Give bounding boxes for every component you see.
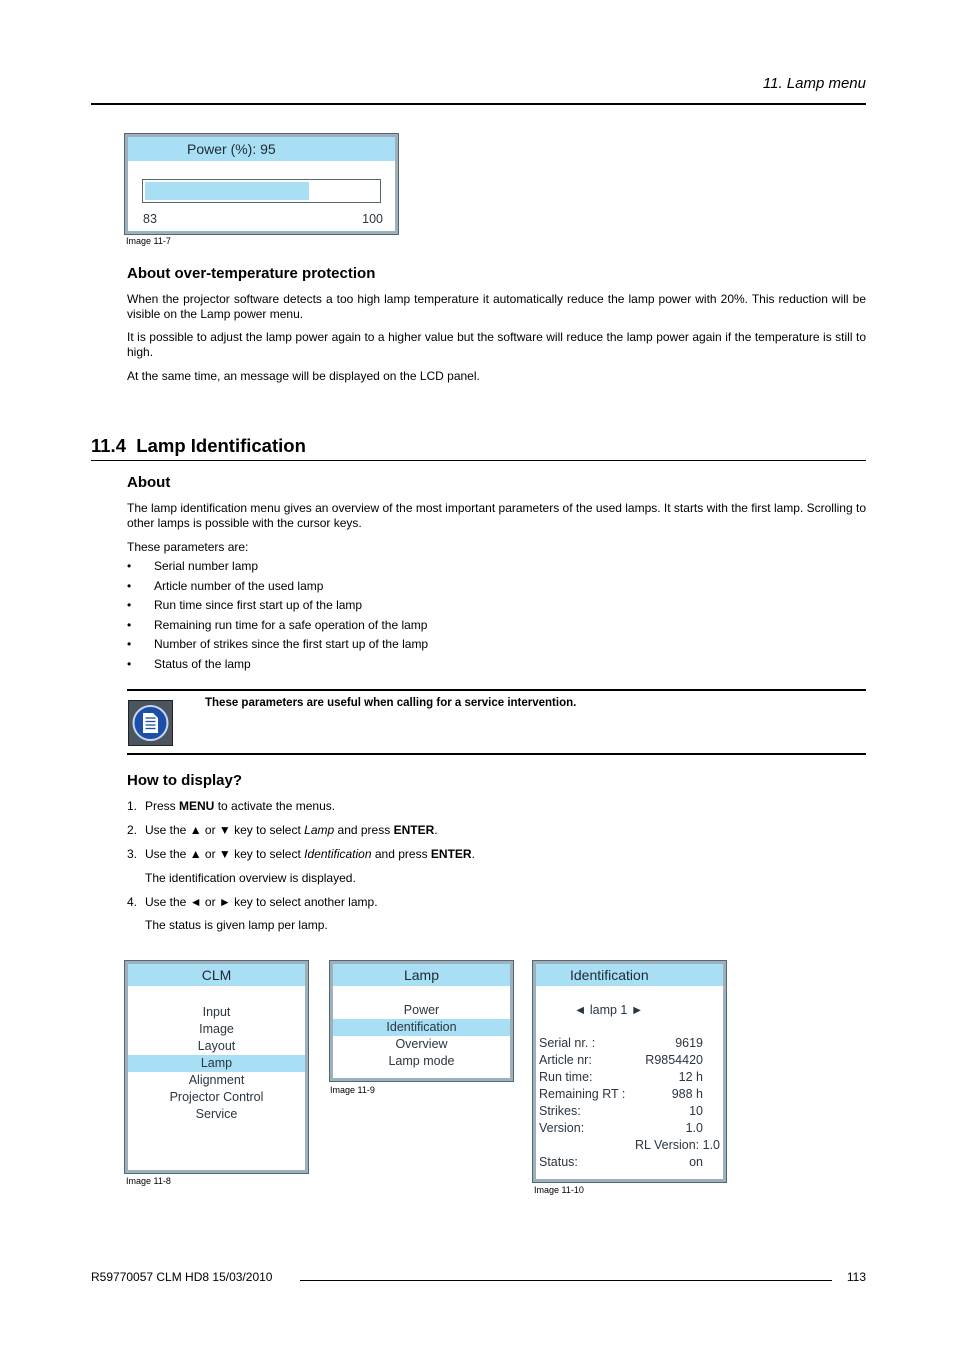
ident-row xyxy=(539,1087,703,1104)
step-1 xyxy=(127,799,335,813)
step-text: and press xyxy=(371,847,431,861)
section-title: Lamp Identification xyxy=(136,435,306,456)
list-item: • Article number of the used lamp xyxy=(127,579,827,599)
ident-label: Article nr: xyxy=(539,1053,592,1067)
key-name: ENTER xyxy=(393,823,435,837)
parameter-list xyxy=(127,559,827,676)
ident-row xyxy=(539,1104,703,1121)
note-text: These parameters are useful when calling for a service intervention. xyxy=(205,697,577,709)
ident-row xyxy=(539,1036,703,1053)
about-heading: About xyxy=(127,474,171,491)
ident-value: 1.0 xyxy=(685,1121,703,1135)
step-3-result: The identification overview is displayed. xyxy=(145,871,356,885)
footer-doc-id: R59770057 CLM HD8 15/03/2010 xyxy=(91,1270,273,1284)
power-max-label: 100 xyxy=(362,212,383,226)
overtemp-heading: About over-temperature protection xyxy=(127,265,376,282)
lamp-menu-title: Lamp xyxy=(333,964,510,986)
ident-value: 988 h xyxy=(671,1087,703,1101)
step-number: 4. xyxy=(127,895,138,909)
step-text: Use the ▲ or ▼ key to select xyxy=(145,823,305,837)
ident-value: 10 xyxy=(689,1104,703,1118)
step-number: 1. xyxy=(127,799,138,813)
menu-item-image[interactable]: Image xyxy=(199,1022,234,1036)
step-text: . xyxy=(434,823,438,837)
power-menu-box xyxy=(125,134,398,234)
step-4-result: The status is given lamp per lamp. xyxy=(145,918,328,932)
image-caption: Image 11-10 xyxy=(534,1185,584,1195)
list-item: • Serial number lamp xyxy=(127,559,827,579)
menu-item-lamp-mode[interactable]: Lamp mode xyxy=(388,1054,455,1068)
ident-label: Version: xyxy=(539,1121,585,1135)
overtemp-paragraph: It is possible to adjust the lamp power again to a higher value but the software will reduce the lamp power again if the temperature is still to high. xyxy=(127,330,866,359)
step-text: to activate the menus. xyxy=(214,799,336,813)
step-4 xyxy=(127,895,378,909)
ident-value: R9854420 xyxy=(645,1053,703,1067)
list-item: • Run time since first start up of the lamp xyxy=(127,598,827,618)
power-slider-track[interactable] xyxy=(142,179,381,203)
ident-value: 9619 xyxy=(675,1036,703,1050)
step-text: Press xyxy=(145,799,180,813)
power-menu-title: Power (%): 95 xyxy=(128,137,395,161)
ident-value: 12 h xyxy=(678,1070,703,1084)
menu-item-power[interactable]: Power xyxy=(403,1003,440,1017)
step-text: and press xyxy=(334,823,394,837)
menu-name: Identification xyxy=(304,847,372,861)
footer-rule xyxy=(300,1280,832,1281)
overtemp-paragraph: At the same time, an message will be displayed on the LCD panel. xyxy=(127,369,480,383)
overtemp-paragraph: When the projector software detects a too high lamp temperature it automatically reduce the lamp power with 20%. This reduction will be visible on the Lamp power menu. xyxy=(127,292,866,321)
identification-menu xyxy=(533,961,726,1182)
section-heading xyxy=(91,435,306,457)
step-number: 3. xyxy=(127,847,138,861)
section-number: 11.4 xyxy=(91,435,126,456)
image-caption: Image 11-8 xyxy=(126,1176,171,1186)
ident-label: Run time: xyxy=(539,1070,593,1084)
step-2 xyxy=(127,823,438,837)
menu-item-projector-control[interactable]: Projector Control xyxy=(169,1090,264,1104)
image-caption: Image 11-9 xyxy=(330,1085,375,1095)
list-item: • Status of the lamp xyxy=(127,657,827,677)
menu-item-input[interactable]: Input xyxy=(202,1005,231,1019)
step-text: . xyxy=(471,847,475,861)
howto-heading: How to display? xyxy=(127,772,243,789)
ident-row xyxy=(539,1155,703,1172)
list-item: • Number of strikes since the first start up of the lamp xyxy=(127,637,827,657)
note-top-rule xyxy=(127,689,866,691)
status-label: Status: xyxy=(539,1155,578,1169)
menu-item-service[interactable]: Service xyxy=(195,1107,238,1121)
key-name: ENTER xyxy=(430,847,472,861)
menu-item-lamp[interactable]: Lamp xyxy=(128,1055,305,1072)
power-min-label: 83 xyxy=(143,212,157,226)
ident-label: Remaining RT : xyxy=(539,1087,626,1101)
clm-menu-title: CLM xyxy=(128,964,305,986)
about-paragraph: These parameters are: xyxy=(127,540,249,554)
header-rule xyxy=(91,103,866,105)
section-rule xyxy=(91,460,866,461)
note-bottom-rule xyxy=(127,753,866,755)
chapter-header: 11. Lamp menu xyxy=(762,75,866,92)
list-item: • Remaining run time for a safe operation of the lamp xyxy=(127,618,827,638)
ident-label: Serial nr. : xyxy=(539,1036,596,1050)
menu-item-overview[interactable]: Overview xyxy=(395,1037,448,1051)
ident-row xyxy=(539,1053,703,1070)
step-number: 2. xyxy=(127,823,138,837)
identification-menu-title: Identification xyxy=(536,964,723,986)
status-value: on xyxy=(689,1155,703,1169)
key-name: MENU xyxy=(179,799,215,813)
ident-label: Strikes: xyxy=(539,1104,581,1118)
step-text: Use the ▲ or ▼ key to select xyxy=(145,847,305,861)
menu-item-identification[interactable]: Identification xyxy=(333,1019,510,1036)
image-caption: Image 11-7 xyxy=(126,236,171,246)
rl-version: RL Version: 1.0 xyxy=(635,1138,721,1152)
clm-menu xyxy=(125,961,308,1173)
step-3 xyxy=(127,847,475,861)
about-paragraph: The lamp identification menu gives an overview of the most important parameters of the used lamps. It starts with the first lamp. Scrolling to other lamps is possible with the cursor keys. xyxy=(127,501,866,530)
ident-row xyxy=(539,1121,703,1138)
lamp-selector[interactable]: ◄ lamp 1 ► xyxy=(574,1003,644,1017)
step-text: Use the ◄ or ► key to select another lamp. xyxy=(145,895,378,909)
menu-item-layout[interactable]: Layout xyxy=(197,1039,236,1053)
note-document-icon xyxy=(128,700,173,746)
menu-item-alignment[interactable]: Alignment xyxy=(188,1073,245,1087)
menu-name: Lamp xyxy=(304,823,335,837)
power-slider-fill xyxy=(145,182,309,200)
lamp-menu xyxy=(330,961,513,1081)
ident-row xyxy=(539,1070,703,1087)
page-number: 113 xyxy=(846,1270,866,1284)
